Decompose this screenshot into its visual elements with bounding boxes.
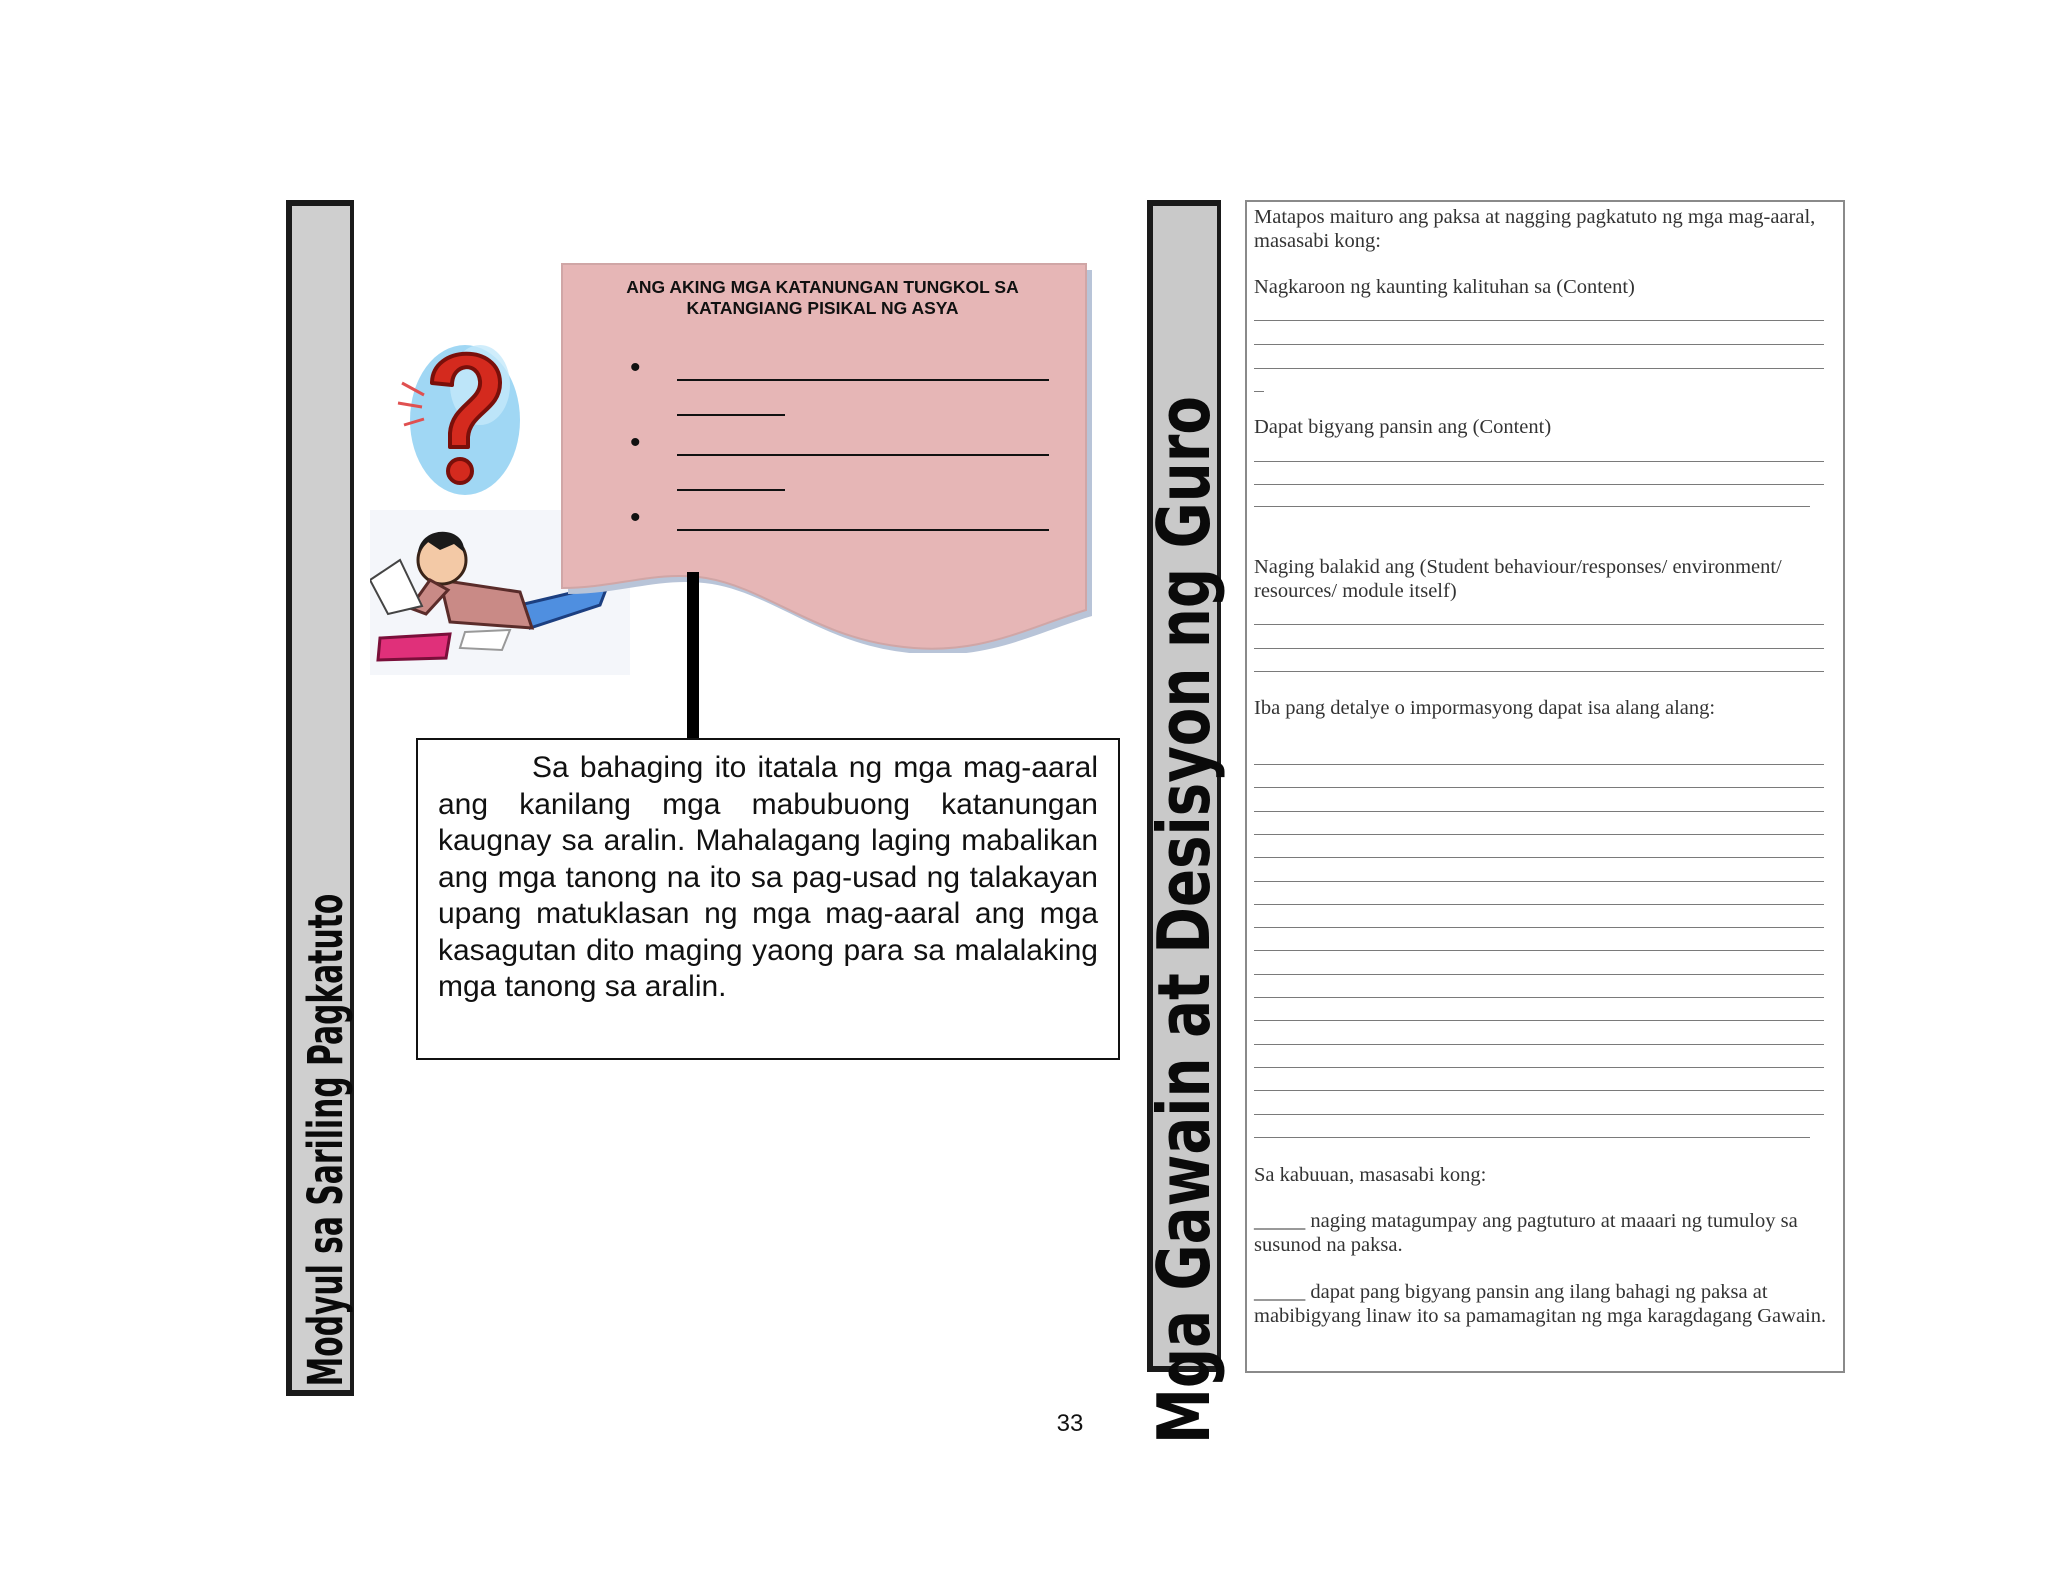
summary-option-needs-attention[interactable]: _____ dapat pang bigyang pansin ang ilang bahagi ng paksa at mabibigyang linaw ito sa pamamagitan ng mga karagdagang Gawain.: [1254, 1281, 1827, 1327]
explanation-box: [416, 738, 1120, 1060]
write-line[interactable]: [1254, 787, 1824, 788]
write-line[interactable]: [1254, 461, 1824, 462]
section-label-obstacles: Naging balakid ang (Student behaviour/responses/ environment/ resources/ module itself): [1254, 556, 1782, 602]
write-line[interactable]: [1254, 484, 1824, 485]
write-line[interactable]: [1254, 974, 1824, 975]
write-line[interactable]: [1254, 1020, 1824, 1021]
write-line[interactable]: [1254, 950, 1824, 951]
write-line[interactable]: [1254, 904, 1824, 905]
write-line[interactable]: [1254, 506, 1810, 507]
form-intro: Matapos maituro ang paksa at nagging pagkatuto ng mga mag-aaral, masasabi kong:: [1254, 206, 1816, 252]
write-line[interactable]: [1254, 1044, 1824, 1045]
dash-mark: [1254, 391, 1264, 392]
right-sidebar-title-area: [1142, 395, 1226, 1445]
write-line[interactable]: [1254, 857, 1824, 858]
write-line[interactable]: [1254, 368, 1824, 369]
question-mark-illustration: [390, 325, 525, 495]
card-connector-post: [687, 572, 699, 740]
write-line[interactable]: [1254, 811, 1824, 812]
section-label-confusion: Nagkaroon ng kaunting kalituhan sa (Content): [1254, 276, 1635, 298]
answer-line-1[interactable]: [677, 379, 1049, 381]
bullet: •: [630, 426, 641, 459]
write-line[interactable]: [1254, 764, 1824, 765]
write-line[interactable]: [1254, 1137, 1810, 1138]
write-line[interactable]: [1254, 1114, 1824, 1115]
section-label-other-details: Iba pang detalye o impormasyong dapat isa alang alang:: [1254, 697, 1716, 719]
write-line[interactable]: [1254, 1090, 1824, 1091]
write-line[interactable]: [1254, 1067, 1824, 1068]
answer-line-2-continued[interactable]: [677, 489, 785, 491]
card-title: ANG AKING MGA KATANUNGAN TUNGKOL SA KATANGIANG PISIKAL NG ASYA: [626, 277, 1019, 318]
write-line[interactable]: [1254, 320, 1824, 321]
write-line[interactable]: [1254, 997, 1824, 998]
answer-line-3[interactable]: [677, 529, 1049, 531]
left-sidebar-title-area: [296, 880, 356, 1400]
answer-line-2[interactable]: [677, 454, 1049, 456]
write-line[interactable]: [1254, 927, 1824, 928]
write-line[interactable]: [1254, 344, 1824, 345]
page-number: 33: [1056, 1410, 1084, 1437]
section-label-attention: Dapat bigyang pansin ang (Content): [1254, 416, 1552, 438]
summary-option-success[interactable]: _____ naging matagumpay ang pagtuturo at maaari ng tumuloy sa susunod na paksa.: [1254, 1210, 1798, 1256]
right-sidebar-title: Mga Gawain at Desisyon ng Guro: [1142, 395, 1226, 1445]
write-line[interactable]: [1254, 624, 1824, 625]
write-line[interactable]: [1254, 881, 1824, 882]
explanation-text: Sa bahaging ito itatala ng mga mag-aaral ang kanilang mga mabubuong katanungan kaugnay sa aralin. Mahalagang laging mabalikan ang mga tanong na ito sa pag-usad ng talakayan upang matuklasan ng mga mag-aaral ang mga kasagutan dito maging yaong para sa malalaking mga tanong sa aralin.: [438, 751, 1098, 1003]
write-line[interactable]: [1254, 648, 1824, 649]
write-line[interactable]: [1254, 671, 1824, 672]
summary-heading: Sa kabuuan, masasabi kong:: [1254, 1164, 1487, 1186]
write-line[interactable]: [1254, 834, 1824, 835]
bullet: •: [630, 501, 641, 534]
answer-line-1-continued[interactable]: [677, 414, 785, 416]
bullet: •: [630, 351, 641, 384]
left-sidebar-title: Modyul sa Sariling Pagkatuto: [298, 893, 354, 1387]
